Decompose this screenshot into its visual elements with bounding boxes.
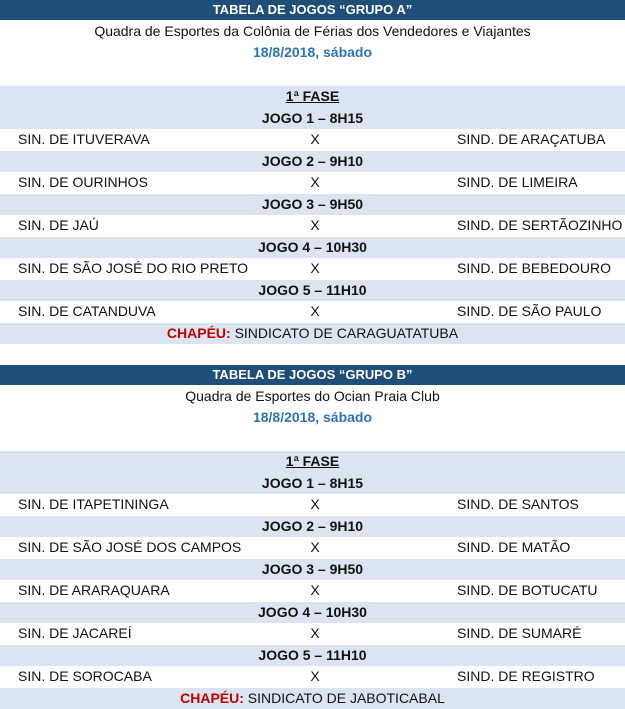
group-b-match-5-row — [0, 666, 625, 688]
group-a-match-3-header: JOGO 3 – 9H50 — [0, 194, 625, 216]
group-a-match-1-row — [0, 129, 625, 151]
phase-label: 1ª FASE — [286, 453, 339, 469]
group-b-match-3-row — [0, 580, 625, 602]
spacer — [0, 62, 625, 86]
versus-mark: X — [200, 129, 430, 151]
group-b-date: 18/8/2018, sábado — [0, 407, 625, 427]
group-a-match-3-row — [0, 215, 625, 237]
section-separator — [0, 344, 625, 365]
versus-mark: X — [200, 258, 430, 280]
team-home: SIN. DE JACAREÍ — [0, 623, 200, 645]
phase-label: 1ª FASE — [286, 88, 339, 104]
versus-mark: X — [200, 580, 430, 602]
team-away: SIND. DE ARAÇATUBA — [430, 129, 625, 151]
group-a-match-4-header: JOGO 4 – 10H30 — [0, 237, 625, 259]
group-a-match-1-header: JOGO 1 – 8H15 — [0, 108, 625, 130]
versus-mark: X — [200, 666, 430, 688]
group-b-venue: Quadra de Esportes do Ocian Praia Club — [0, 385, 625, 407]
group-a-match-4-row — [0, 258, 625, 280]
group-a-match-2-row — [0, 172, 625, 194]
team-home: SIN. DE OURINHOS — [0, 172, 200, 194]
versus-mark: X — [200, 301, 430, 323]
group-b-match-2-row — [0, 537, 625, 559]
team-home: SIN. DE SÃO JOSÉ DO RIO PRETO — [0, 258, 200, 280]
versus-mark: X — [200, 172, 430, 194]
group-b-title: TABELA DE JOGOS “GRUPO B” — [0, 365, 625, 385]
team-away: SIND. DE SUMARÉ — [430, 623, 625, 645]
group-b-match-4-row — [0, 623, 625, 645]
team-away: SIND. DE SANTOS — [430, 494, 625, 516]
group-b-match-1-header: JOGO 1 – 8H15 — [0, 473, 625, 495]
group-b-match-1-row — [0, 494, 625, 516]
group-b-section — [0, 365, 625, 709]
versus-mark: X — [200, 537, 430, 559]
bye-team: SINDICATO DE CARAGUATATUBA — [231, 325, 458, 341]
team-away: SIND. DE REGISTRO — [430, 666, 625, 688]
team-away: SIND. DE LIMEIRA — [430, 172, 625, 194]
group-a-match-5-row — [0, 301, 625, 323]
team-home: SIN. DE SOROCABA — [0, 666, 200, 688]
team-home: SIN. DE JAÚ — [0, 215, 200, 237]
group-b-match-2-header: JOGO 2 – 9H10 — [0, 516, 625, 538]
group-a-venue: Quadra de Esportes da Colônia de Férias dos Vendedores e Viajantes — [0, 20, 625, 42]
group-a-bye — [0, 323, 625, 345]
group-a-date: 18/8/2018, sábado — [0, 42, 625, 62]
group-b-match-3-header: JOGO 3 – 9H50 — [0, 559, 625, 581]
group-b-phase — [0, 451, 625, 473]
bye-team: SINDICATO DE JABOTICABAL — [244, 690, 445, 706]
group-b-match-4-header: JOGO 4 – 10H30 — [0, 602, 625, 624]
versus-mark: X — [200, 215, 430, 237]
team-home: SIN. DE ARARAQUARA — [0, 580, 200, 602]
team-away: SIND. DE SERTÃOZINHO — [430, 215, 625, 237]
team-home: SIN. DE CATANDUVA — [0, 301, 200, 323]
group-b-match-5-header: JOGO 5 – 11H10 — [0, 645, 625, 667]
bye-label: CHAPÉU: — [167, 325, 231, 341]
team-home: SIN. DE ITAPETININGA — [0, 494, 200, 516]
team-away: SIND. DE MATÃO — [430, 537, 625, 559]
group-a-match-5-header: JOGO 5 – 11H10 — [0, 280, 625, 302]
bye-label: CHAPÉU: — [180, 690, 244, 706]
team-home: SIN. DE ITUVERAVA — [0, 129, 200, 151]
team-home: SIN. DE SÃO JOSÉ DOS CAMPOS — [0, 537, 200, 559]
versus-mark: X — [200, 623, 430, 645]
versus-mark: X — [200, 494, 430, 516]
group-b-bye — [0, 688, 625, 709]
group-a-phase — [0, 86, 625, 108]
team-away: SIND. DE BEBEDOURO — [430, 258, 625, 280]
group-a-section — [0, 0, 625, 344]
team-away: SIND. DE SÃO PAULO — [430, 301, 625, 323]
group-a-match-2-header: JOGO 2 – 9H10 — [0, 151, 625, 173]
team-away: SIND. DE BOTUCATU — [430, 580, 625, 602]
spacer — [0, 427, 625, 451]
group-a-title: TABELA DE JOGOS “GRUPO A” — [0, 0, 625, 20]
